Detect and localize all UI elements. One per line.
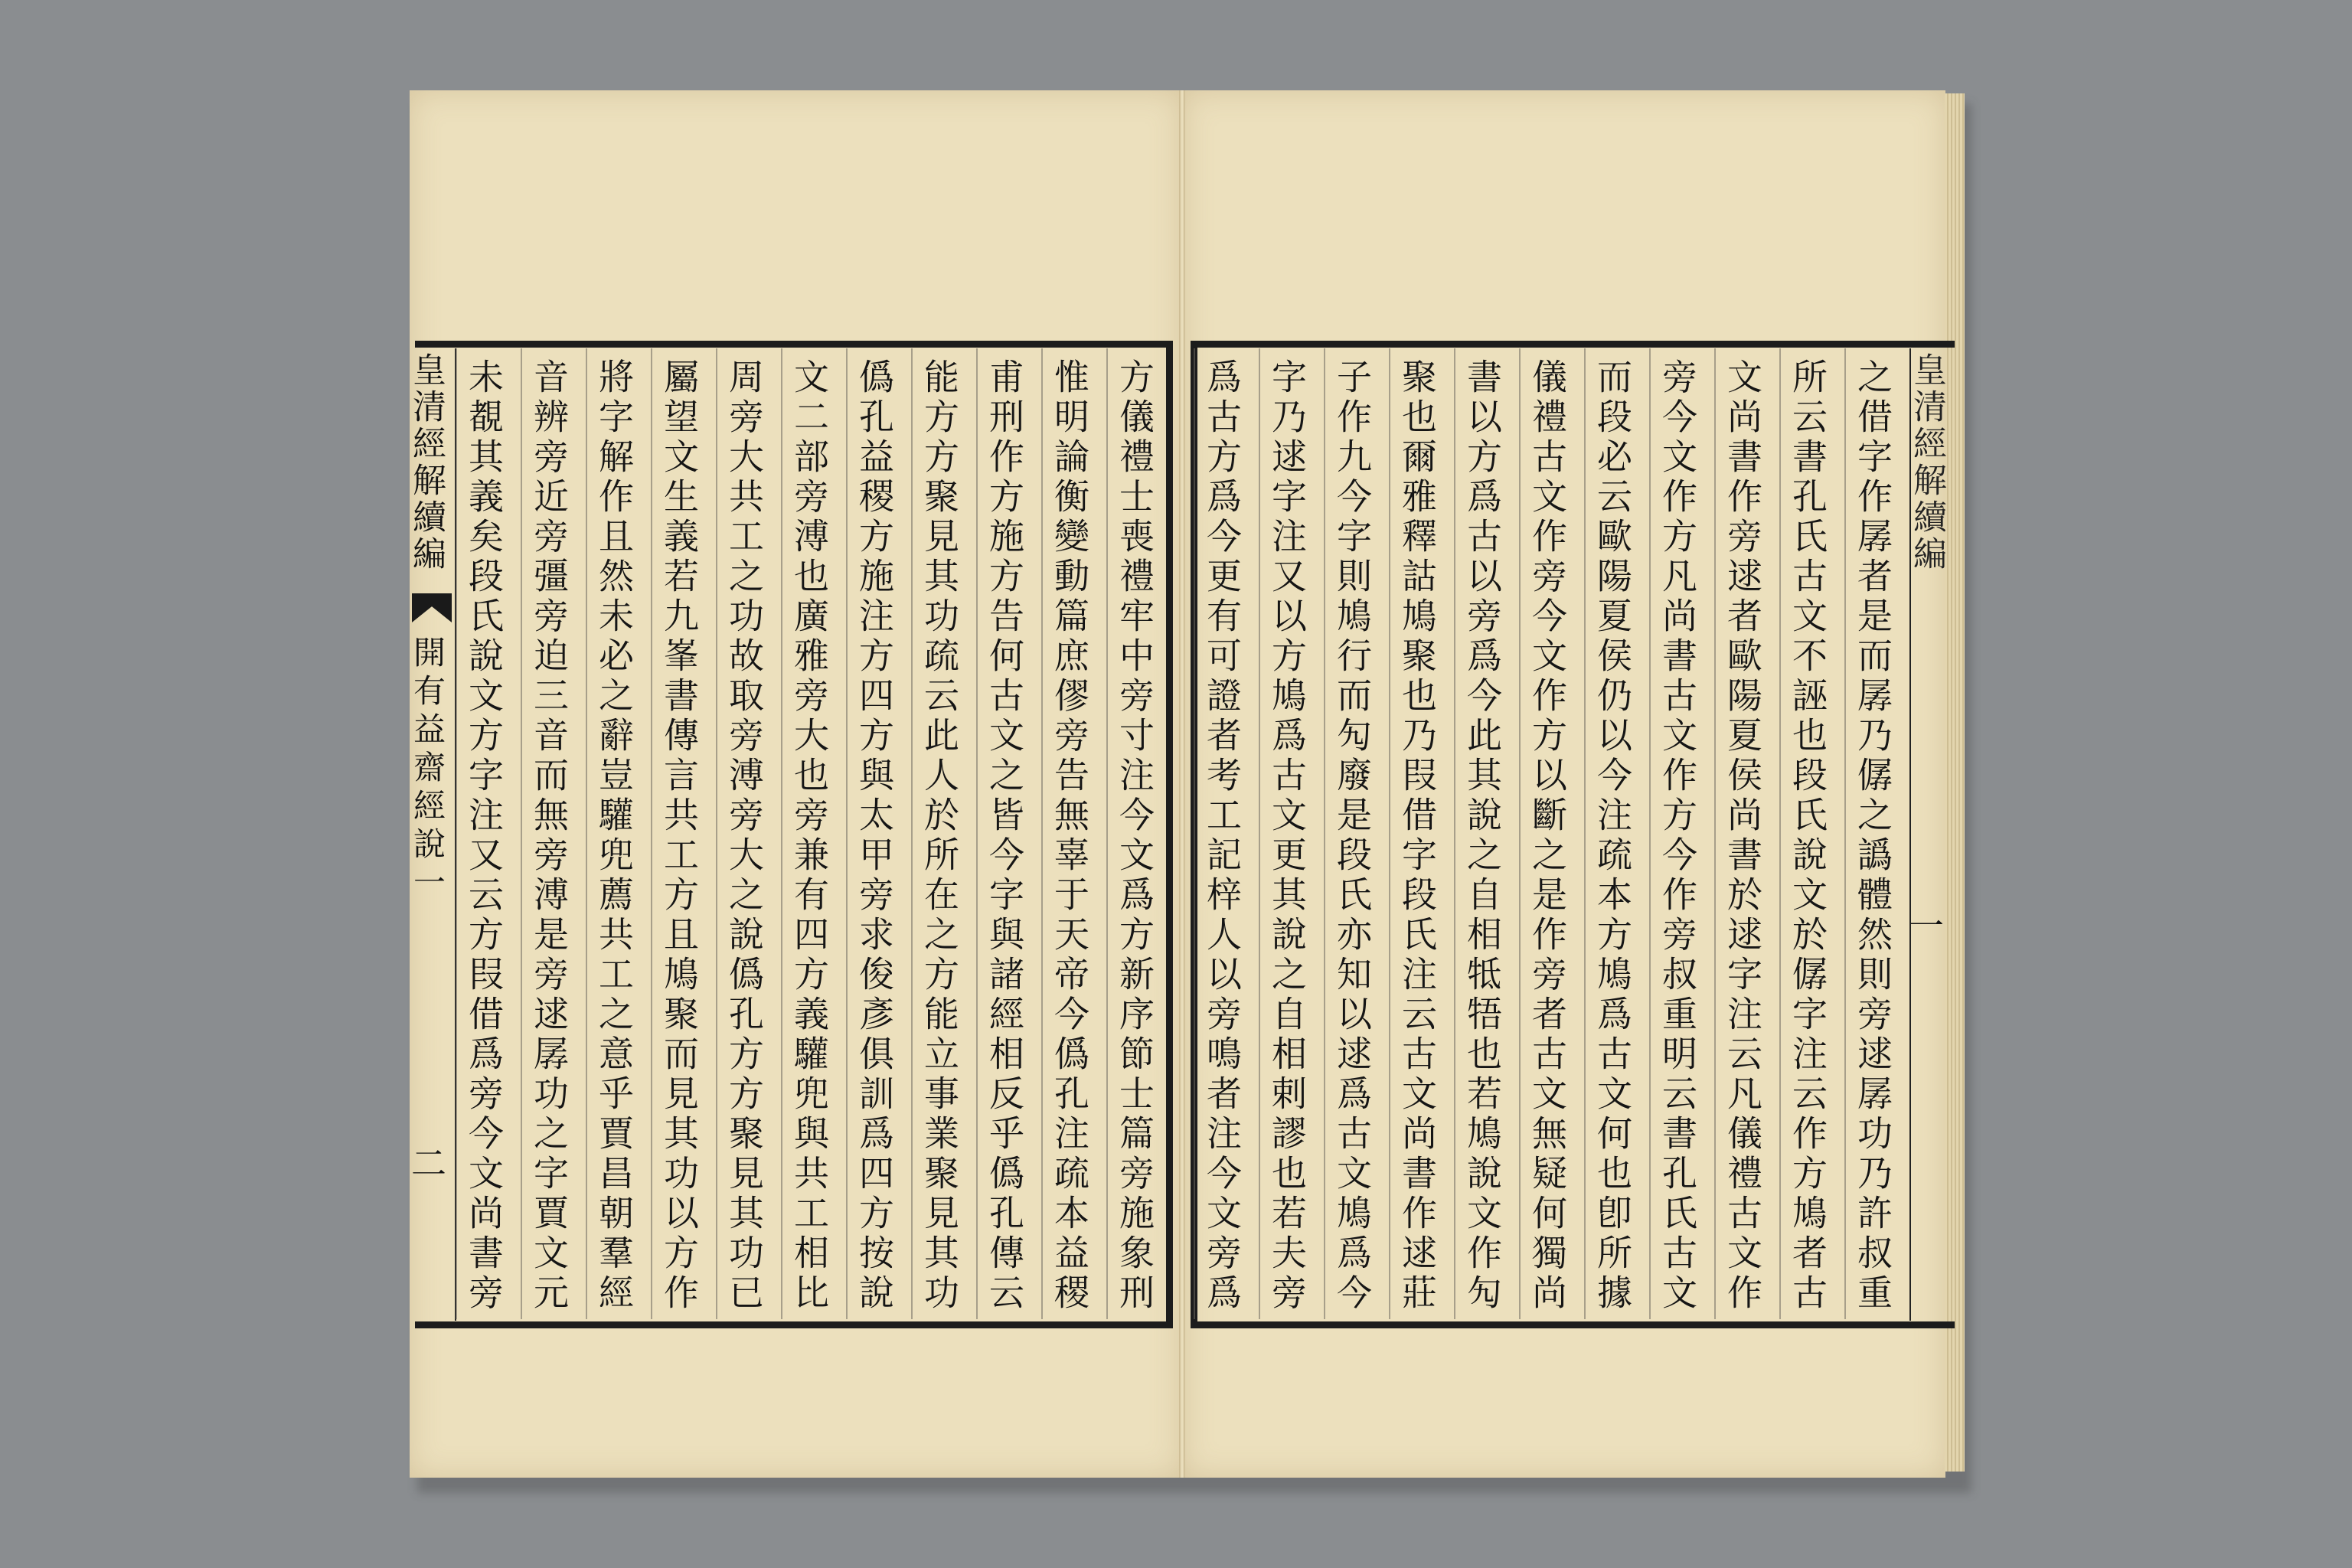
column-rule [1194, 348, 1195, 1319]
text-column: 音辨旁近旁彊旁迫三音而無旁溥是旁逑孱功之字賈文元 [528, 358, 570, 1314]
column-rule [1454, 348, 1455, 1319]
text-column: 未覩其義矣段氏說文方字注又云方叚借爲旁今文尚書旁 [463, 358, 505, 1314]
banxin-title: 皇清經解續編 [407, 352, 446, 573]
column-rule [1584, 348, 1586, 1319]
text-column: 儀禮古文作旁今文作方以斷之是作旁者古文無疑何獨尚 [1527, 358, 1568, 1314]
book-spine [1179, 90, 1185, 1478]
column-rule [651, 348, 652, 1319]
text-column: 能方方聚見其功疏云此人於所在之方能立事業聚見其功 [919, 358, 960, 1314]
column-rule [1519, 348, 1521, 1319]
text-column: 之借字作孱者是而孱乃僝之譌體然則旁逑孱功乃許叔重 [1852, 358, 1893, 1314]
column-rule [521, 348, 522, 1319]
folio-number-right: 一 [1903, 907, 1945, 942]
column-rule [586, 348, 587, 1319]
text-column: 文尚書作旁逑者歐陽夏侯尚書於逑字注云凡儀禮古文作 [1722, 358, 1763, 1314]
text-column: 屬望文生義若九峯書傳言共工方且鳩聚而見其功以方作 [658, 358, 700, 1314]
banxin-subtitle: 開有益齋經說一 [409, 635, 446, 903]
column-rule [911, 348, 913, 1319]
text-column: 書以方爲古以旁爲今此其說之自相牴牾也若鳩說文作勼 [1462, 358, 1503, 1314]
text-column: 文二部旁溥也廣雅旁大也旁兼有四方義驩兜與共工相比 [789, 358, 830, 1314]
text-column: 字乃逑字注又以方鳩爲古文更其說之自相剌謬也若夫旁 [1266, 358, 1308, 1314]
text-column: 將字解作且然未必之辭豈驩兜薦共工之意乎賈昌朝羣經 [593, 358, 635, 1314]
column-rule [1041, 348, 1043, 1319]
text-column: 聚也爾雅釋詁鳩聚也乃叚借字段氏注云古文尚書作逑莊 [1396, 358, 1438, 1314]
column-rule [846, 348, 848, 1319]
folio-number: 二 [406, 1145, 447, 1180]
column-rule [1649, 348, 1651, 1319]
text-column: 周旁大共工之功故取旁溥旁大之說僞孔方方聚見其功已 [724, 358, 765, 1314]
column-rule [1259, 348, 1260, 1319]
column-rule [1779, 348, 1781, 1319]
banxin-border-right [1909, 348, 1911, 1321]
text-column: 旁今文作方凡尚書古文作方今作旁叔重明云書孔氏古文 [1657, 358, 1698, 1314]
column-rule [716, 348, 717, 1319]
column-rule [1324, 348, 1325, 1319]
text-column: 而段必云歐陽夏侯仍以今注疏本方鳩爲古文何也卽所據 [1592, 358, 1633, 1314]
banxin-title-right: 皇清經解續編 [1907, 352, 1946, 573]
text-column: 爲古方爲今更有可證者考工記梓人以旁鳴者注今文旁爲 [1201, 358, 1243, 1314]
text-column: 惟明論衡變動篇庶僇旁告無辜于天帝今僞孔注疏本益稷 [1049, 358, 1090, 1314]
column-rule [976, 348, 978, 1319]
column-rule [1389, 348, 1390, 1319]
text-column: 子作九今字則鳩行而勼廢是段氏亦知以逑爲古文鳩爲今 [1331, 358, 1373, 1314]
text-column: 甫刑作方施方告何古文之皆今字與諸經相反乎僞孔傳云 [984, 358, 1025, 1314]
column-rule [1714, 348, 1716, 1319]
column-rule [781, 348, 782, 1319]
column-rule [1844, 348, 1846, 1319]
text-column: 僞孔益稷方施注方四方與太甲旁求俊彥俱訓爲四方按說 [854, 358, 895, 1314]
column-rule [456, 348, 457, 1319]
text-column: 方儀禮士喪禮牢中旁寸注今文爲方新序節士篇旁施象刑 [1114, 358, 1155, 1314]
text-column: 所云書孔氏古文不誣也段氏說文於僝字注云作方鳩者古 [1787, 358, 1828, 1314]
column-rule [1106, 348, 1108, 1319]
